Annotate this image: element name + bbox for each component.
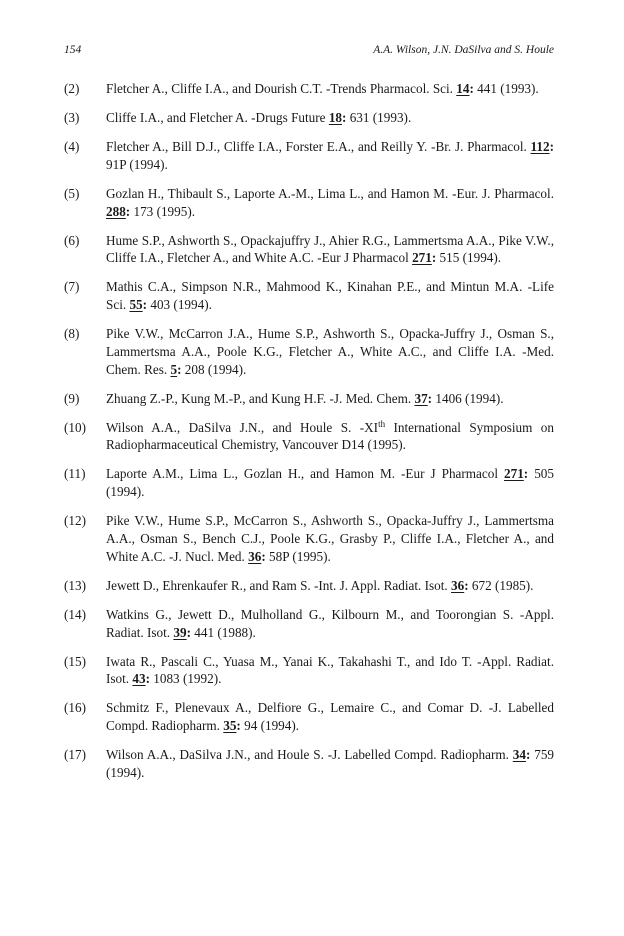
reference-number: (16): [64, 700, 86, 716]
citation-text: Cliffe I.A., and Fletcher A. -Drugs Future: [106, 109, 329, 125]
volume-number: 14: [456, 81, 470, 96]
citation-text: Iwata R., Pascali C., Yuasa M., Yanai K., Takahashi T., and Ido T. -Appl. Radiat. Isot.: [106, 653, 554, 687]
reference-number: (11): [64, 466, 86, 482]
citation-text: Pike V.W., McCarron J.A., Hume S.P., Ashworth S., Opacka-Juffry J., Osman S., Lammertsma A.A., Poole K.G., Fletcher A., White A.C., and Cliffe I.A. -Med. Chem. Res.: [106, 326, 554, 377]
citation-text: 403 (1994).: [147, 297, 212, 313]
volume-colon: :: [469, 81, 474, 96]
reference-text: [106, 390, 554, 408]
volume-number: 43: [132, 671, 146, 687]
volume-number: 36: [248, 548, 262, 564]
citation-text: 759 (1994).: [106, 747, 555, 780]
reference-text: [106, 465, 554, 501]
citation-text: Zhuang Z.-P., Kung M.-P., and Kung H.F. -J. Med. Chem.: [106, 390, 415, 406]
citation-text: Wilson A.A., DaSilva J.N., and Houle S. -J. Labelled Compd. Radiopharm.: [106, 747, 513, 763]
citation-text: Watkins G., Jewett D., Mulholland G., Kilbourn M., and Toorongian S. -Appl. Radiat. Isot.: [106, 606, 554, 640]
volume-colon: :: [261, 548, 266, 564]
volume-number: 55: [129, 297, 143, 313]
reference-number: (14): [64, 606, 86, 622]
reference-text: [106, 512, 554, 565]
volume-colon: :: [177, 361, 182, 377]
volume-colon: :: [342, 109, 347, 125]
reference-text: [106, 653, 554, 689]
reference-number: (4): [64, 138, 80, 154]
page-number: 154: [64, 44, 82, 56]
reference-text: [106, 577, 554, 595]
citation-text: 1406 (1994).: [432, 390, 504, 406]
citation-text: 441 (1993).: [473, 81, 539, 96]
reference-item: [64, 185, 554, 221]
reference-text: [106, 746, 554, 782]
citation-text: Schmitz F., Plenevaux A., Delfiore G., Lemaire C., and Comar D. -J. Labelled Compd. Radiopharm.: [106, 700, 554, 734]
citation-text: 1083 (1992).: [149, 671, 222, 687]
reference-text: [106, 278, 554, 314]
reference-number: (17): [64, 747, 86, 763]
reference-item: [64, 325, 554, 378]
reference-item: [64, 419, 554, 455]
reference-number: (12): [64, 513, 86, 529]
reference-item: [64, 232, 554, 268]
citation-text: 515 (1994).: [436, 250, 502, 266]
volume-colon: :: [464, 577, 469, 593]
reference-number: (7): [64, 279, 80, 295]
volume-number: 35: [223, 718, 237, 734]
reference-item: [64, 80, 554, 98]
reference-item: [64, 746, 554, 782]
citation-text: 505 (1994).: [106, 466, 554, 500]
citation-text: Fletcher A., Cliffe I.A., and Dourish C.T. -Trends Pharmacol. Sci.: [106, 81, 457, 96]
reference-item: [64, 390, 554, 408]
citation-text: 94 (1994).: [240, 718, 300, 734]
citation-text: 208 (1994).: [181, 361, 247, 377]
volume-number: 34: [512, 747, 526, 763]
reference-text: [106, 138, 554, 174]
reference-number: (13): [64, 577, 86, 593]
citation-text: Laporte A.M., Lima L., Gozlan H., and Hamon M. -Eur J Pharmacol: [106, 466, 505, 482]
reference-text: [106, 419, 554, 455]
citation-text: Hume S.P., Ashworth S., Opackajuffry J., Ahier R.G., Lammertsma A.A., Pike V.W., Cliffe I.A., Fletcher A., and White A.C. -Eur J Pharmacol: [106, 232, 554, 266]
reference-number: (15): [64, 653, 86, 669]
citation-text: 91P (1994).: [106, 156, 168, 172]
volume-number: 36: [451, 577, 465, 593]
reference-item: [64, 653, 554, 689]
superscript: th: [378, 418, 386, 429]
volume-colon: :: [142, 297, 148, 313]
citation-text: 441 (1988).: [191, 624, 256, 640]
volume-colon: :: [236, 718, 241, 734]
page-header: [64, 44, 554, 62]
citation-text: International Symposium on Radiopharmaceutical Chemistry, Vancouver D14 (1995).: [106, 419, 554, 453]
citation-text: 173 (1995).: [130, 203, 196, 219]
volume-colon: :: [523, 466, 529, 482]
reference-item: [64, 606, 554, 642]
reference-text: [106, 325, 554, 378]
reference-item: [64, 512, 554, 565]
reference-number: (5): [64, 185, 80, 201]
reference-text: [106, 185, 554, 221]
volume-colon: :: [125, 203, 131, 219]
citation-text: Gozlan H., Thibault S., Laporte A.-M., Lima L., and Hamon M. -Eur. J. Pharmacol.: [106, 185, 554, 201]
volume-colon: :: [431, 250, 437, 266]
volume-number: 288: [106, 203, 126, 219]
reference-number: (2): [64, 81, 80, 96]
citation-text: Jewett D., Ehrenkaufer R., and Ram S. -Int. J. Appl. Radiat. Isot.: [106, 577, 452, 593]
reference-text: [106, 80, 554, 98]
citation-text: Fletcher A., Bill D.J., Cliffe I.A., Forster E.A., and Reilly Y. -Br. J. Pharmacol.: [106, 138, 531, 154]
reference-number: (9): [64, 390, 80, 406]
reference-item: [64, 109, 554, 127]
volume-number: 39: [173, 624, 187, 640]
volume-number: 271: [504, 466, 524, 482]
volume-colon: :: [427, 390, 433, 406]
reference-text: [106, 606, 554, 642]
citation-text: Wilson A.A., DaSilva J.N., and Houle S. -XI: [106, 419, 379, 435]
volume-number: 18: [328, 109, 342, 125]
reference-item: [64, 138, 554, 174]
reference-number: (3): [64, 109, 80, 125]
citation-text: 631 (1993).: [346, 109, 412, 125]
reference-list: [64, 80, 554, 793]
reference-item: [64, 278, 554, 314]
reference-text: [106, 699, 554, 735]
volume-number: 112: [530, 138, 550, 154]
running-head: A.A. Wilson, J.N. DaSilva and S. Houle: [373, 44, 554, 56]
citation-text: 672 (1985).: [468, 577, 534, 593]
citation-text: Pike V.W., Hume S.P., McCarron S., Ashworth S., Opacka-Juffry J., Lammertsma A.A., Osman S., Bench C.J., Poole K.G., Grasby P., Cliffe I.A., Fletcher A., and White A.C. -J. Nucl. Med.: [106, 513, 554, 564]
reference-item: [64, 699, 554, 735]
citation-text: Mathis C.A., Simpson N.R., Mahmood K., Kinahan P.E., and Mintun M.A. -Life Sci.: [106, 279, 554, 313]
volume-colon: :: [549, 138, 554, 154]
reference-number: (8): [64, 326, 80, 342]
reference-item: [64, 465, 554, 501]
reference-item: [64, 577, 554, 595]
volume-number: 5: [170, 361, 178, 377]
volume-number: 271: [412, 250, 432, 266]
reference-text: [106, 232, 554, 268]
volume-colon: :: [186, 624, 191, 640]
volume-colon: :: [145, 671, 150, 687]
reference-text: [106, 109, 554, 127]
citation-text: 58P (1995).: [265, 548, 331, 564]
reference-number: (10): [64, 419, 86, 435]
volume-number: 37: [414, 390, 428, 406]
reference-number: (6): [64, 232, 80, 248]
volume-colon: :: [525, 747, 531, 763]
